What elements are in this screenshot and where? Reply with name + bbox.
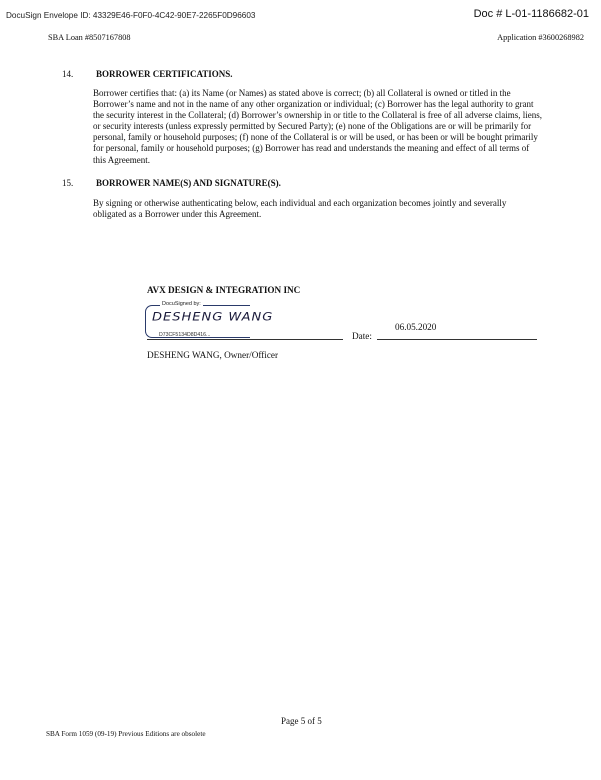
section-15-text: By signing or otherwise authenticating below, each individual and each organization becomes jointly and severally obligated as a Borrower under this Agreement. — [93, 198, 507, 220]
date-line — [377, 339, 537, 340]
signer-name-title: DESHENG WANG, Owner/Officer — [147, 350, 279, 360]
section-14-number: 14. — [62, 69, 74, 79]
docusign-envelope-id: DocuSign Envelope ID: 43329E46-F0F0-4C42-90E7-2265F0D96603 — [6, 11, 256, 20]
handwritten-signature: DESHENG WANG — [152, 311, 274, 324]
borrower-company-name: AVX DESIGN & INTEGRATION INC — [147, 285, 301, 295]
document-number: Doc # L-01-1186682-01 — [473, 8, 589, 20]
docusigned-by-label: DocuSigned by: — [162, 301, 201, 307]
signature-date: 06.05.2020 — [395, 322, 437, 332]
section-14-title: BORROWER CERTIFICATIONS. — [96, 69, 233, 79]
application-number: Application #3600268982 — [497, 33, 584, 42]
sba-loan-number: SBA Loan #8507167808 — [48, 33, 131, 42]
page-number: Page 5 of 5 — [281, 716, 322, 726]
form-footer: SBA Form 1059 (09-19) Previous Editions are obsolete — [46, 730, 206, 738]
signature-id: D73CF5134D8D416... — [159, 332, 211, 338]
section-15-number: 15. — [62, 178, 74, 188]
signature-line — [147, 339, 343, 340]
date-label: Date: — [352, 331, 372, 341]
section-14-text: Borrower certifies that: (a) its Name (or Names) as stated above is correct; (b) all Collateral is owned or titled in the Borrower’s name and not in the name of any other organization or individual; (c) Borrower has the legal authority to grant the security interest in the Collateral; (d) Borrower’s ownership in or title to the Collateral is free of all adverse claims, liens, or security interests (unless expressly permitted by Secured Party); (e) none of the Obligations are or will be primarily for personal, family or household purposes; (f) none of the Collateral is or will be used, or has been or will be bought primarily for personal, family or household purposes; (g) Borrower has read and understands the meaning and effect of all terms of this Agreement. — [93, 88, 542, 165]
section-15-title: BORROWER NAME(S) AND SIGNATURE(S). — [96, 178, 281, 188]
